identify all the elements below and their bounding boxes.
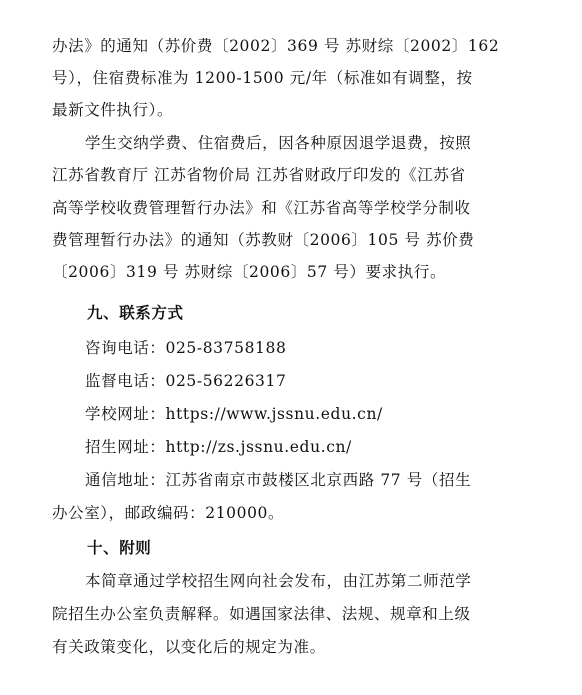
- refund-paragraph-line-1: 学生交纳学费、住宿费后，因各种原因退学退费，按照: [85, 134, 472, 152]
- refund-paragraph-line-4: 费管理暂行办法》的通知（苏教财〔2006〕105 号 苏价费: [52, 231, 475, 249]
- fees-paragraph-line-2: 号），住宿费标准为 1200-1500 元/年（标准如有调整，按: [52, 69, 473, 87]
- fees-paragraph-line-3: 最新文件执行）。: [52, 101, 174, 119]
- address-line-2: 办公室），邮政编码：210000。: [52, 504, 285, 522]
- address-line-1: 通信地址：江苏省南京市鼓楼区北京西路 77 号（招生: [85, 471, 472, 489]
- appendix-paragraph-line-1: 本简章通过学校招生网向社会发布，由江苏第二师范学: [85, 572, 472, 590]
- fees-paragraph-line-1: 办法》的通知（苏价费〔2002〕369 号 苏财综〔2002〕162: [52, 37, 500, 55]
- appendix-paragraph-line-3: 有关政策变化，以变化后的规定为准。: [52, 638, 326, 656]
- consult-phone: 咨询电话：025-83758188: [85, 339, 287, 357]
- admission-website: 招生网址：http://zs.jssnu.edu.cn/: [85, 438, 352, 456]
- refund-paragraph-line-2: 江苏省教育厅 江苏省物价局 江苏省财政厅印发的《江苏省: [52, 166, 466, 184]
- refund-paragraph-line-3: 高等学校收费管理暂行办法》和《江苏省高等学校学分制收: [52, 199, 471, 217]
- supervise-phone: 监督电话：025-56226317: [85, 372, 287, 390]
- appendix-paragraph-line-2: 院招生办公室负责解释。如遇国家法律、法规、规章和上级: [52, 605, 471, 623]
- section9-title: 九、联系方式: [87, 304, 184, 322]
- section10-title: 十、附则: [87, 539, 152, 557]
- refund-paragraph-line-5: 〔2006〕319 号 苏财综〔2006〕57 号）要求执行。: [52, 263, 447, 281]
- school-website: 学校网址：https://www.jssnu.edu.cn/: [85, 405, 383, 423]
